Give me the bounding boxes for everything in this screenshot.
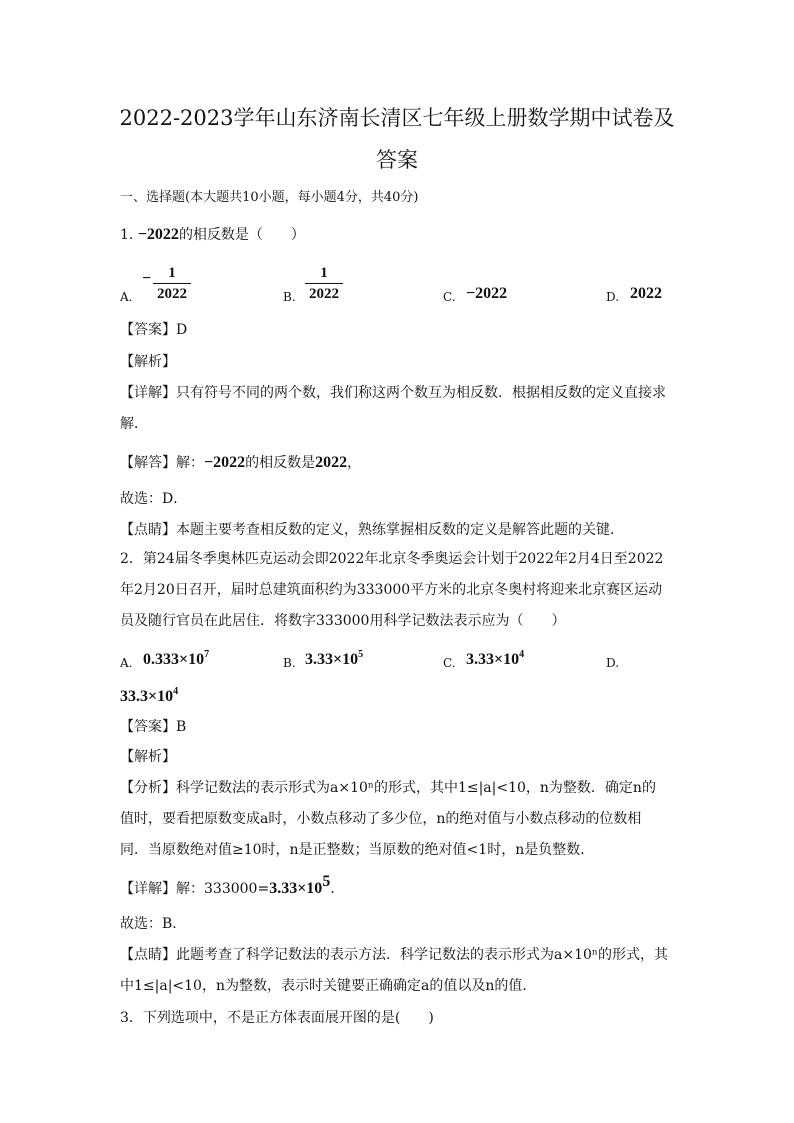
q1-solution [120,453,361,473]
q1-option-a-label: A. [120,290,133,304]
q1-option-c-label: C. [443,290,456,304]
q2-option-b-label: B. [283,656,296,670]
q1-option-a-fraction [153,264,191,303]
q1-solution-prefix: 【解答】解： [120,455,204,471]
q1-solution-expr-2: 2022 [315,454,348,471]
q2-stem-line-1: 2．第24届冬季奥林匹克运动会即2022年北京冬季奥运会计划于2022年2月4日至2022 [120,551,664,567]
q2-stem-line-3: 员及随行官员在此居住．将数字333000用科学记数法表示应为（ ） [120,613,566,629]
q1-solution-expr-1: −2022 [204,454,246,471]
q2-option-d-base: 33.3×10 [120,688,174,705]
q2-option-c-base: 3.33×10 [466,651,520,668]
q2-option-c-label: C. [443,656,456,670]
q2-option-c-value [466,651,524,669]
q2-option-b-exp: 5 [358,649,364,660]
q2-fenxi-line-1: 【分析】科学记数法的表示形式为a×10ⁿ的形式，其中1≤|a|<10，n为整数．确定n的 [120,780,656,796]
q2-detail-base: 3.33×10 [269,880,323,897]
q2-detail-exp: 5 [322,873,331,890]
q2-option-c-exp: 4 [519,649,525,660]
q2-comment-line-1: 【点睛】此题考查了科学记数法的表示方法．科学记数法的表示形式为a×10ⁿ的形式，其 [120,947,668,963]
q1-detail-line-1: 【详解】只有符号不同的两个数，我们称这两个数互为相反数．根据相反数的定义直接求 [120,385,666,401]
q3-stem: 3．下列选项中，不是正方体表面展开图的是( ) [120,1010,434,1026]
q2-comment-line-2: 中1≤|a|<10，n为整数，表示时关键要正确确定a的值以及n的值． [120,978,537,994]
q2-stem-line-2: 年2月20日召开，届时总建筑面积约为333000平方米的北京冬奥村将迎来北京赛区运动 [120,582,663,598]
q1-stem-text: 的相反数是（ ） [178,227,305,243]
q1-stem [120,225,305,245]
q1-option-a-numerator: 1 [168,265,176,281]
q2-option-a-label: A. [120,656,133,670]
q2-fenxi-line-3: 同．当原数绝对值≥10时，n是正整数；当原数的绝对值<1时，n是负整数． [120,842,595,858]
q1-choice: 故选：D． [120,491,188,507]
q1-answer: 【答案】D [120,322,188,338]
q1-solution-mid: 的相反数是 [245,455,316,471]
q2-detail-end: ． [330,881,345,897]
q1-option-b-numerator: 1 [320,265,328,281]
title-line-1: 2022-2023学年山东济南长清区七年级上册数学期中试卷及 [119,106,675,130]
title-line-2: 答案 [376,148,418,172]
q1-option-d-label: D. [606,290,620,304]
q1-option-b-label: B. [283,290,296,304]
q1-option-d-value: 2022 [630,285,662,302]
q1-number: 1. [120,227,134,243]
q2-option-a-base: 0.333×10 [143,651,205,668]
q1-option-a-minus: − [142,270,152,287]
q2-option-d-exp: 4 [173,686,179,697]
q2-option-d-label: D. [606,656,620,670]
q2-option-a-value [143,651,209,669]
q1-expr: −2022 [137,226,179,243]
q2-option-a-exp: 7 [204,649,210,660]
q1-option-c-value: −2022 [466,285,508,302]
q1-comment: 【点睛】本题主要考查相反数的定义，熟练掌握相反数的定义是解答此题的关键． [120,522,624,538]
q2-detail-prefix: 【详解】解：333000= [120,881,270,897]
q1-detail-line-2: 解． [120,416,148,432]
section-heading: 一、选择题(本大题共10小题，每小题4分，共40分) [120,190,419,205]
q2-answer: 【答案】B [120,719,187,735]
q2-detail [120,873,345,899]
q2-fenxi-line-2: 值时，要看把原数变成a时，小数点移动了多少位，n的绝对值与小数点移动的位数相 [120,811,642,827]
q2-option-b-value [305,651,363,669]
q1-option-a-denominator: 2022 [157,286,187,302]
q1-analysis: 【解析】 [120,354,176,370]
q2-option-b-base: 3.33×10 [305,651,359,668]
q2-option-d-value [120,688,178,706]
q1-option-b-denominator: 2022 [309,286,339,302]
q1-solution-end: ， [347,455,362,471]
q2-analysis: 【解析】 [120,749,176,765]
q1-option-b-fraction [305,264,343,303]
q2-choice: 故选：B． [120,916,187,932]
